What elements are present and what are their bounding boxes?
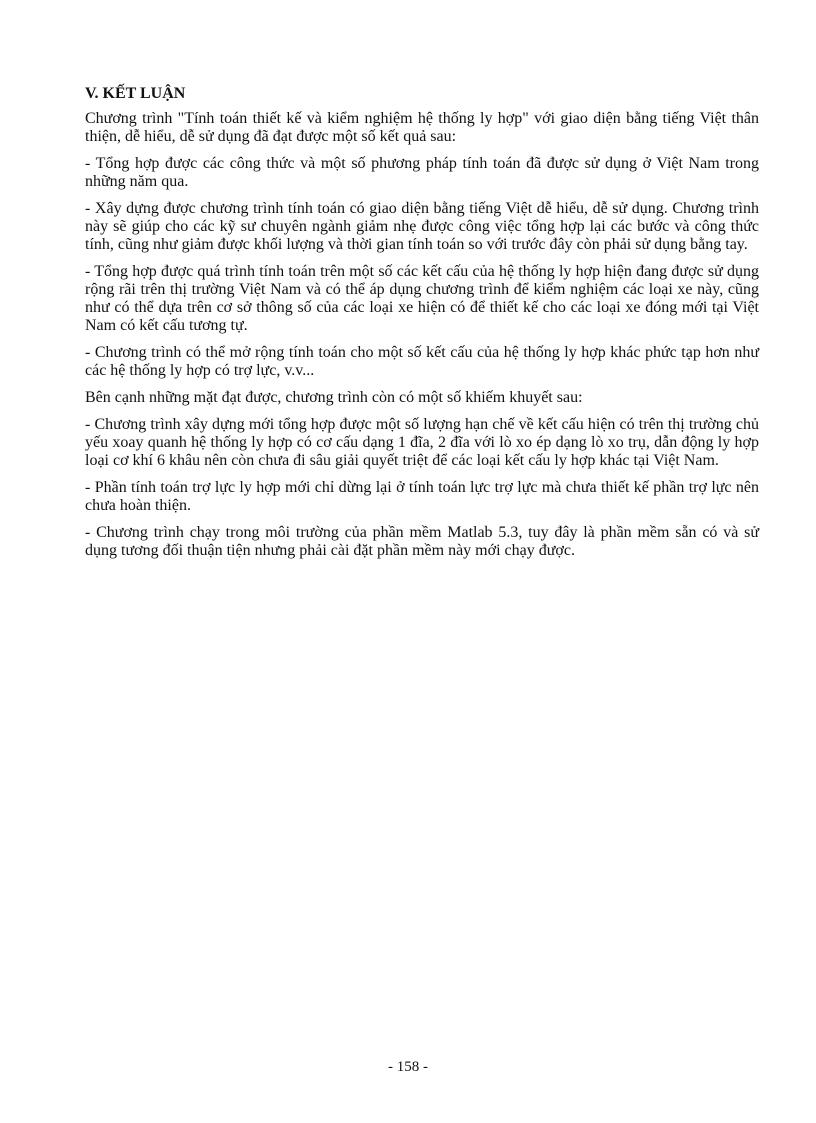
paragraph-result-4: - Chương trình có thể mở rộng tính toán cho một số kết cấu của hệ thống ly hợp khác phức tạp hơn như các hệ thống ly hợp có trợ lực, v.v... <box>85 344 759 379</box>
paragraph-limitation-1: - Chương trình xây dựng mới tổng hợp được một số lượng hạn chế về kết cấu hiện có trên thị trường chủ yếu xoay quanh hệ thống ly hợp có cơ cấu dạng 1 đĩa, 2 đĩa với lò xo ép dạng lò xo trụ, dẫn động ly hợp loại cơ khí 6 khâu nên còn chưa đi sâu giải quyết triệt để các loại kết cấu ly hợp khác tại Việt Nam. <box>85 416 759 469</box>
paragraph-limitation-2: - Phần tính toán trợ lực ly hợp mới chỉ dừng lại ở tính toán lực trợ lực mà chưa thiết kế phần trợ lực nên chưa hoàn thiện. <box>85 479 759 514</box>
paragraph-result-3: - Tổng hợp được quá trình tính toán trên một số các kết cấu của hệ thống ly hợp hiện đang được sử dụng rộng rãi trên thị trường Việt Nam và có thể áp dụng chương trình để kiểm nghiệm các loại xe này, cũng như có thể dựa trên cơ sở thông số của các loại xe hiện có để thiết kế cho các loại xe đóng mới tại Việt Nam có kết cấu tương tự. <box>85 263 759 334</box>
paragraph-limitations-intro: Bên cạnh những mặt đạt được, chương trình còn có một số khiếm khuyết sau: <box>85 389 583 406</box>
paragraph-intro: Chương trình "Tính toán thiết kế và kiểm nghiệm hệ thống ly hợp" với giao diện bằng tiếng Việt thân thiện, dễ hiểu, dễ sử dụng đã đạt được một số kết quả sau: <box>85 110 759 145</box>
paragraph-result-1: - Tổng hợp được các công thức và một số phương pháp tính toán đã được sử dụng ở Việt Nam trong những năm qua. <box>85 155 759 190</box>
section-heading: V. KẾT LUẬN <box>85 85 186 102</box>
document-body <box>85 84 759 569</box>
page-number: - 158 - <box>388 1059 428 1075</box>
paragraph-result-2: - Xây dựng được chương trình tính toán có giao diện bằng tiếng Việt dễ hiểu, dễ sử dụng. Chương trình này sẽ giúp cho các kỹ sư chuyên ngành giảm nhẹ được công việc tổng hợp lại các bước và công thức tính, cũng như giảm được khối lượng và thời gian tính toán so với trước đây còn phải sử dụng bằng tay. <box>85 200 759 253</box>
paragraph-limitation-3: - Chương trình chạy trong môi trường của phần mềm Matlab 5.3, tuy đây là phần mềm sẵn có và sử dụng tương đối thuận tiện nhưng phải cài đặt phần mềm này mới chạy được. <box>85 524 759 559</box>
